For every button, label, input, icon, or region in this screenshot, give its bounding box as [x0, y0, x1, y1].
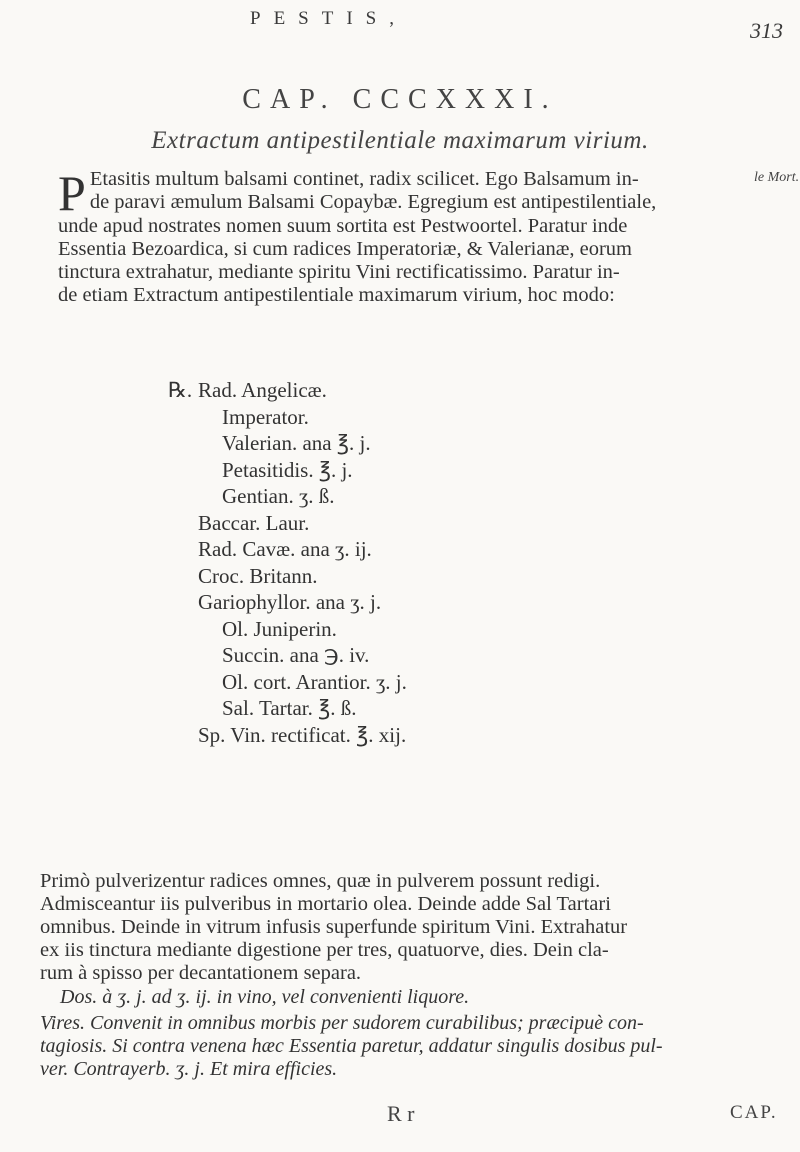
chapter-subtitle: Extractum antipestilentiale maximarum virium.: [151, 127, 649, 154]
recipe-item: Petasitidis. ℥. j.: [222, 457, 353, 482]
drop-capital: P: [58, 165, 86, 221]
vires-line: Vires. Convenit in omnibus morbis per sudorem curabilibus; præcipuè con-: [40, 1012, 644, 1034]
recipe-item: Sp. Vin. rectificat. ℥. xij.: [198, 722, 407, 747]
method-line: omnibus. Deinde in vitrum infusis superfunde spiritum Vini. Extrahatur: [40, 916, 628, 938]
intro-line: Etasitis multum balsami continet, radix scilicet. Ego Balsamum in-: [89, 168, 639, 190]
recipe-item: Sal. Tartar. ℥. ß.: [222, 696, 357, 720]
method-line: rum à spisso per decantationem separa.: [40, 962, 362, 984]
chapter-heading: CAP. CCCXXXI.: [242, 84, 558, 115]
page-number: 313: [750, 18, 783, 43]
intro-line: de etiam Extractum antipestilentiale maximarum virium, hoc modo:: [58, 284, 615, 306]
method-line: Primò pulverizentur radices omnes, quæ in pulverem possunt redigi.: [40, 870, 601, 892]
recipe-item: Imperator.: [222, 404, 309, 429]
recipe-item: Rad. Cavæ. ana ʒ. ij.: [198, 537, 372, 561]
intro-line: tinctura extrahatur, mediante spiritu Vini rectificatissimo. Paratur in-: [58, 261, 620, 283]
recipe-item: Gariophyllor. ana ʒ. j.: [198, 590, 382, 614]
recipe-item: Ol. cort. Arantior. ʒ. j.: [222, 669, 407, 694]
margin-note: le Mort.: [754, 170, 800, 185]
vires-line: tagiosis. Si contra venena hæc Essentia paretur, addatur singulis dosibus pul-: [40, 1035, 663, 1057]
recipe-symbol: ℞.: [168, 378, 193, 402]
method-line: Admisceantur iis pulveribus in mortario olea. Deinde adde Sal Tartari: [40, 893, 611, 915]
recipe-item: Baccar. Laur.: [198, 510, 310, 535]
signature-mark: R r: [387, 1101, 415, 1126]
dose-line: Dos. à ʒ. j. ad ʒ. ij. in vino, vel convenienti liquore.: [60, 986, 470, 1008]
intro-line: Essentia Bezoardica, si cum radices Imperatoriæ, & Valerianæ, eorum: [58, 238, 632, 260]
recipe-item: Croc. Britann.: [198, 563, 318, 588]
recipe-list: [168, 377, 407, 748]
vires-paragraph: [40, 1012, 776, 1081]
recipe-item: Rad. Angelicæ.: [198, 378, 327, 402]
recipe-item: Valerian. ana ℥. j.: [222, 431, 371, 455]
recipe-item: Gentian. ʒ. ß.: [222, 484, 335, 508]
intro-line: de paravi æmulum Balsami Copaybæ. Egregium est antipestilentiale,: [89, 191, 657, 213]
running-head: PESTIS,: [250, 8, 407, 29]
method-line: ex iis tinctura mediante digestione per tres, quatuorve, dies. Dein cla-: [40, 939, 609, 961]
recipe-item: Ol. Juniperin.: [222, 616, 337, 641]
intro-paragraph: [58, 165, 794, 307]
catchword: CAP.: [730, 1102, 778, 1123]
recipe-item: Succin. ana ℈. iv.: [222, 643, 370, 667]
intro-line: unde apud nostrates nomen suum sortita est Pestwoortel. Paratur inde: [58, 215, 628, 237]
method-paragraph: [40, 870, 776, 985]
vires-line: ver. Contrayerb. ʒ. j. Et mira efficies.: [40, 1058, 338, 1080]
